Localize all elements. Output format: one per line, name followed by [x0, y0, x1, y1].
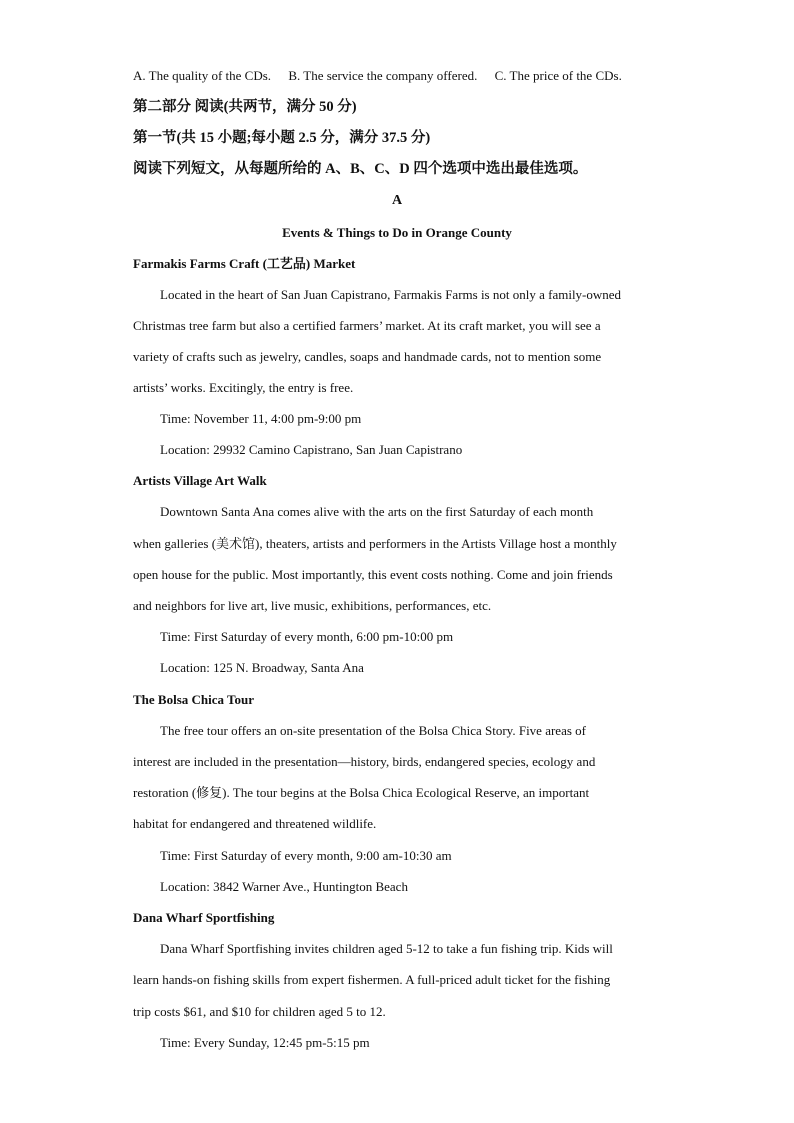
event-text-line: artists’ works. Excitingly, the entry is free. — [133, 380, 354, 395]
event-time: Time: First Saturday of every month, 6:00 pm-10:00 pm — [160, 629, 454, 644]
event-text-line: Located in the heart of San Juan Capistrano, Farmakis Farms is not only a family-owned — [160, 287, 622, 302]
instruction: 阅读下列短文，从每题所给的 A、B、C、D 四个选项中选出最佳选项。 — [133, 161, 588, 177]
event-text-line: variety of crafts such as jewelry, candles, soaps and handmade cards, not to mention some — [133, 349, 602, 364]
event-text-line: Christmas tree farm but also a certified farmers’ market. At its craft market, you will see a — [133, 318, 601, 333]
event-text-line: restoration (修复). The tour begins at the Bolsa Chica Ecological Reserve, an important — [133, 785, 590, 800]
passage-title: Events & Things to Do in Orange County — [282, 225, 512, 240]
subsection-heading: 第一节(共 15 小题;每小题 2.5 分，满分 37.5 分) — [133, 130, 431, 146]
event-title: The Bolsa Chica Tour — [133, 692, 255, 707]
event-title: Dana Wharf Sportfishing — [133, 910, 275, 925]
event-text-line: learn hands-on fishing skills from expert fishermen. A full-priced adult ticket for the fishing — [133, 972, 611, 987]
event-text-line: Dana Wharf Sportfishing invites children aged 5-12 to take a fun fishing trip. Kids will — [160, 941, 613, 956]
event-title: Farmakis Farms Craft (工艺品) Market — [133, 256, 356, 271]
event-text-line: habitat for endangered and threatened wildlife. — [133, 816, 377, 831]
event-time: Time: First Saturday of every month, 9:00 am-10:30 am — [160, 848, 452, 863]
answer-options — [133, 68, 636, 84]
event-text-line: open house for the public. Most importantly, this event costs nothing. Come and join friends — [133, 567, 613, 582]
event-title: Artists Village Art Walk — [133, 473, 267, 488]
event-location: Location: 3842 Warner Ave., Huntington Beach — [160, 879, 408, 894]
event-text-line: and neighbors for live art, live music, exhibitions, performances, etc. — [133, 598, 492, 613]
event-location: Location: 125 N. Broadway, Santa Ana — [160, 660, 364, 675]
option-a: A. The quality of the CDs. — [133, 68, 272, 83]
option-b: B. The service the company offered. — [288, 68, 478, 83]
section-heading: 第二部分 阅读(共两节，满分 50 分) — [133, 99, 357, 115]
event-text-line: Downtown Santa Ana comes alive with the arts on the first Saturday of each month — [160, 504, 594, 519]
event-location: Location: 29932 Camino Capistrano, San Juan Capistrano — [160, 442, 463, 457]
event-time: Time: November 11, 4:00 pm-9:00 pm — [160, 411, 362, 426]
passage-label: A — [391, 193, 403, 208]
event-text-line: when galleries (美术馆), theaters, artists and performers in the Artists Village host a monthly — [133, 536, 617, 551]
event-text-line: trip costs $61, and $10 for children aged 5 to 12. — [133, 1004, 386, 1019]
event-time: Time: Every Sunday, 12:45 pm-5:15 pm — [160, 1035, 370, 1050]
event-text-line: interest are included in the presentation—history, birds, endangered species, ecology and — [133, 754, 596, 769]
event-text-line: The free tour offers an on-site presentation of the Bolsa Chica Story. Five areas of — [160, 723, 586, 738]
option-c: C. The price of the CDs. — [494, 68, 622, 83]
